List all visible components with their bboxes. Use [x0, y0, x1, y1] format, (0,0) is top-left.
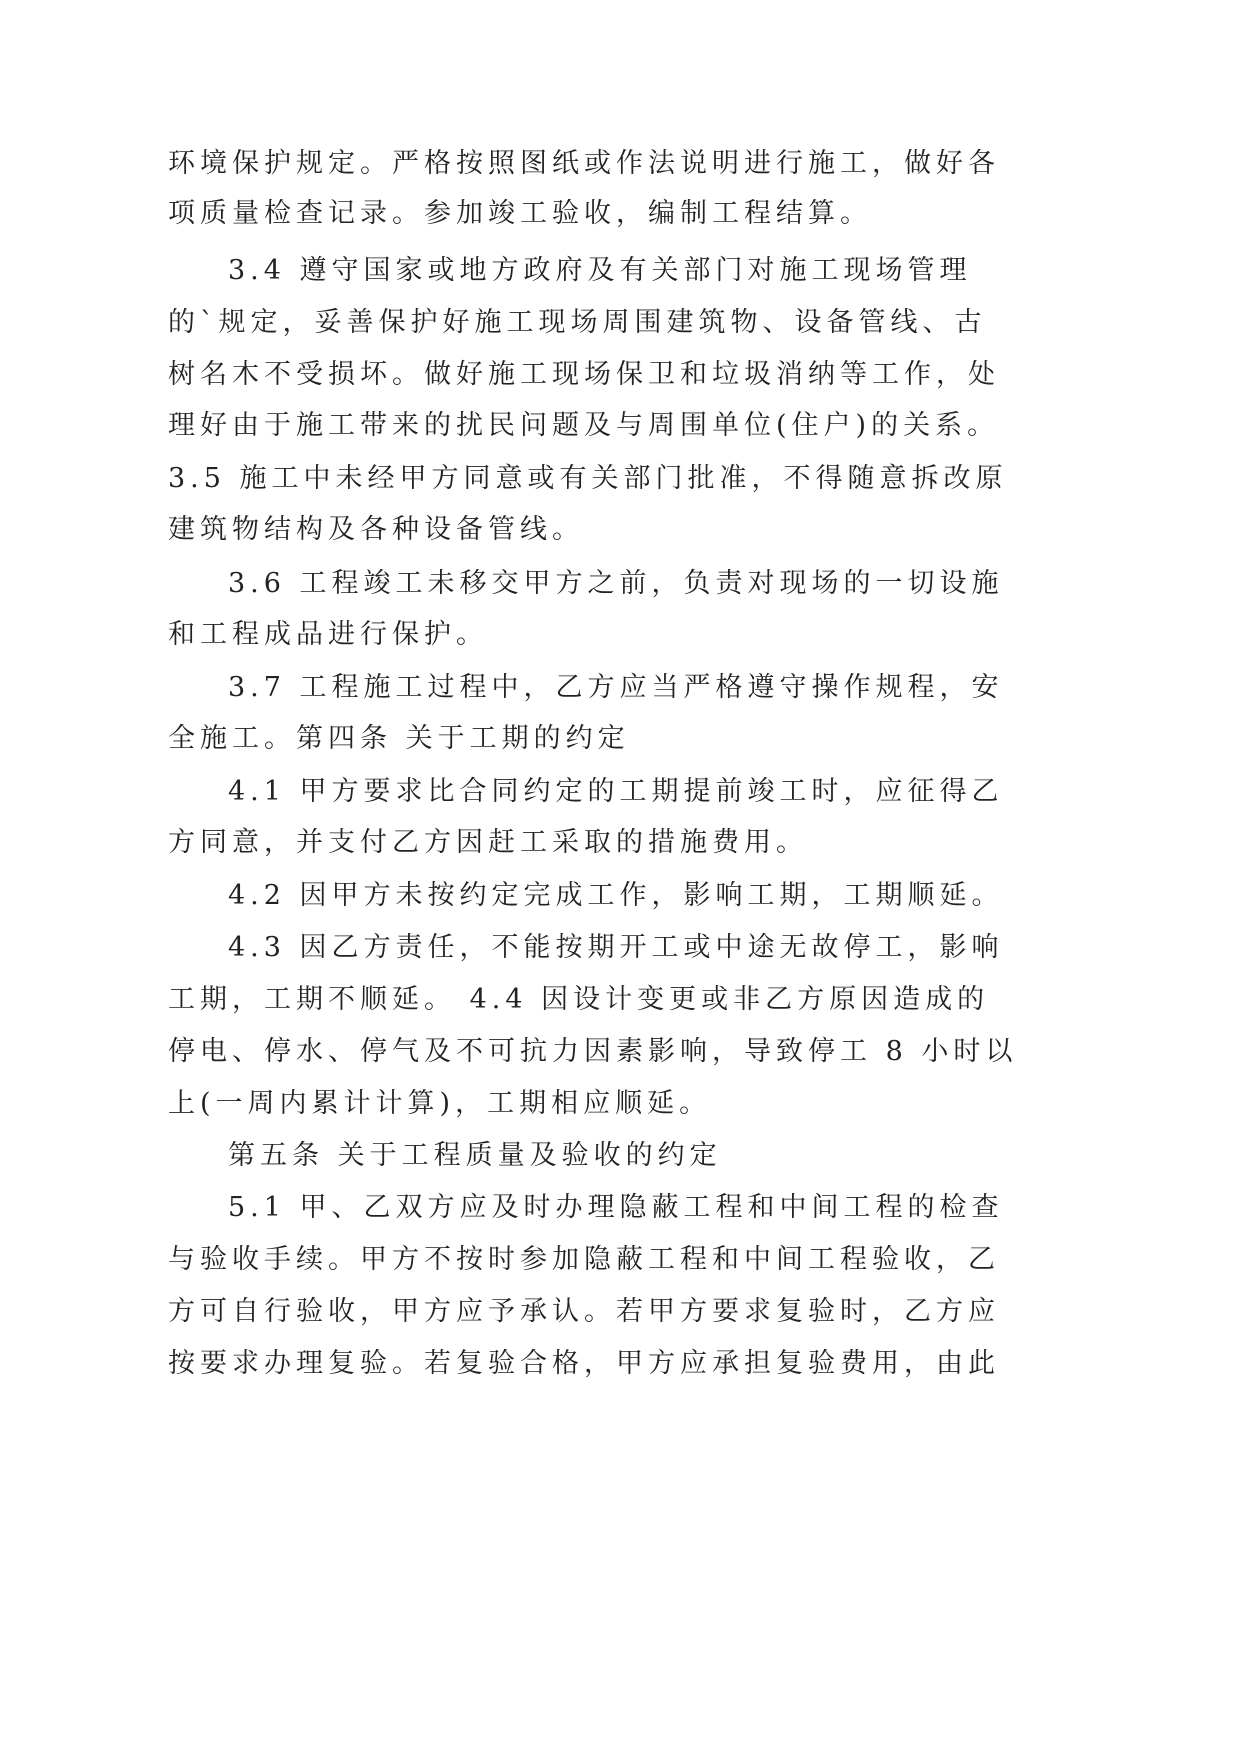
text-line: 树名木不受损坏。做好施工现场保卫和垃圾消纳等工作，处 [168, 359, 1000, 390]
text-line: 工期，工期不顺延。 4.4 因设计变更或非乙方原因造成的 [168, 984, 990, 1015]
text-line: 3.7 工程施工过程中，乙方应当严格遵守操作规程，安 [228, 672, 1004, 703]
text-line: 和工程成品进行保护。 [168, 619, 488, 650]
text-line: 项质量检查记录。参加竣工验收，编制工程结算。 [168, 198, 872, 229]
text-line: 与验收手续。甲方不按时参加隐蔽工程和中间工程验收，乙 [168, 1244, 1000, 1275]
text-line: 理好由于施工带来的扰民问题及与周围单位(住户)的关系。 [168, 410, 1000, 441]
text-line: 4.2 因甲方未按约定完成工作，影响工期，工期顺延。 [228, 880, 1004, 911]
text-line: 上(一周内累计计算)，工期相应顺延。 [168, 1088, 712, 1119]
text-line: 方同意，并支付乙方因赶工采取的措施费用。 [168, 827, 808, 858]
text-line: 停电、停水、停气及不可抗力因素影响，导致停工 8 小时以 [168, 1036, 1018, 1067]
text-line: 第五条 关于工程质量及验收的约定 [228, 1140, 722, 1171]
text-line: 5.1 甲、乙双方应及时办理隐蔽工程和中间工程的检查 [228, 1192, 1004, 1223]
text-line: 建筑物结构及各种设备管线。 [168, 514, 584, 545]
text-line: 4.3 因乙方责任，不能按期开工或中途无故停工，影响 [228, 932, 1004, 963]
text-line: 3.4 遵守国家或地方政府及有关部门对施工现场管理 [228, 255, 972, 286]
text-line: 的`规定，妥善保护好施工现场周围建筑物、设备管线、古 [168, 307, 987, 338]
text-line: 3.6 工程竣工未移交甲方之前，负责对现场的一切设施 [228, 568, 1004, 599]
text-line: 4.1 甲方要求比合同约定的工期提前竣工时，应征得乙 [228, 776, 1004, 807]
text-line: 3.5 施工中未经甲方同意或有关部门批准，不得随意拆改原 [168, 463, 1008, 494]
text-line: 全施工。第四条 关于工期的约定 [168, 723, 630, 754]
text-line: 方可自行验收，甲方应予承认。若甲方要求复验时，乙方应 [168, 1296, 1000, 1327]
text-line: 按要求办理复验。若复验合格，甲方应承担复验费用，由此 [168, 1348, 1000, 1379]
text-line: 环境保护规定。严格按照图纸或作法说明进行施工，做好各 [168, 148, 1000, 179]
